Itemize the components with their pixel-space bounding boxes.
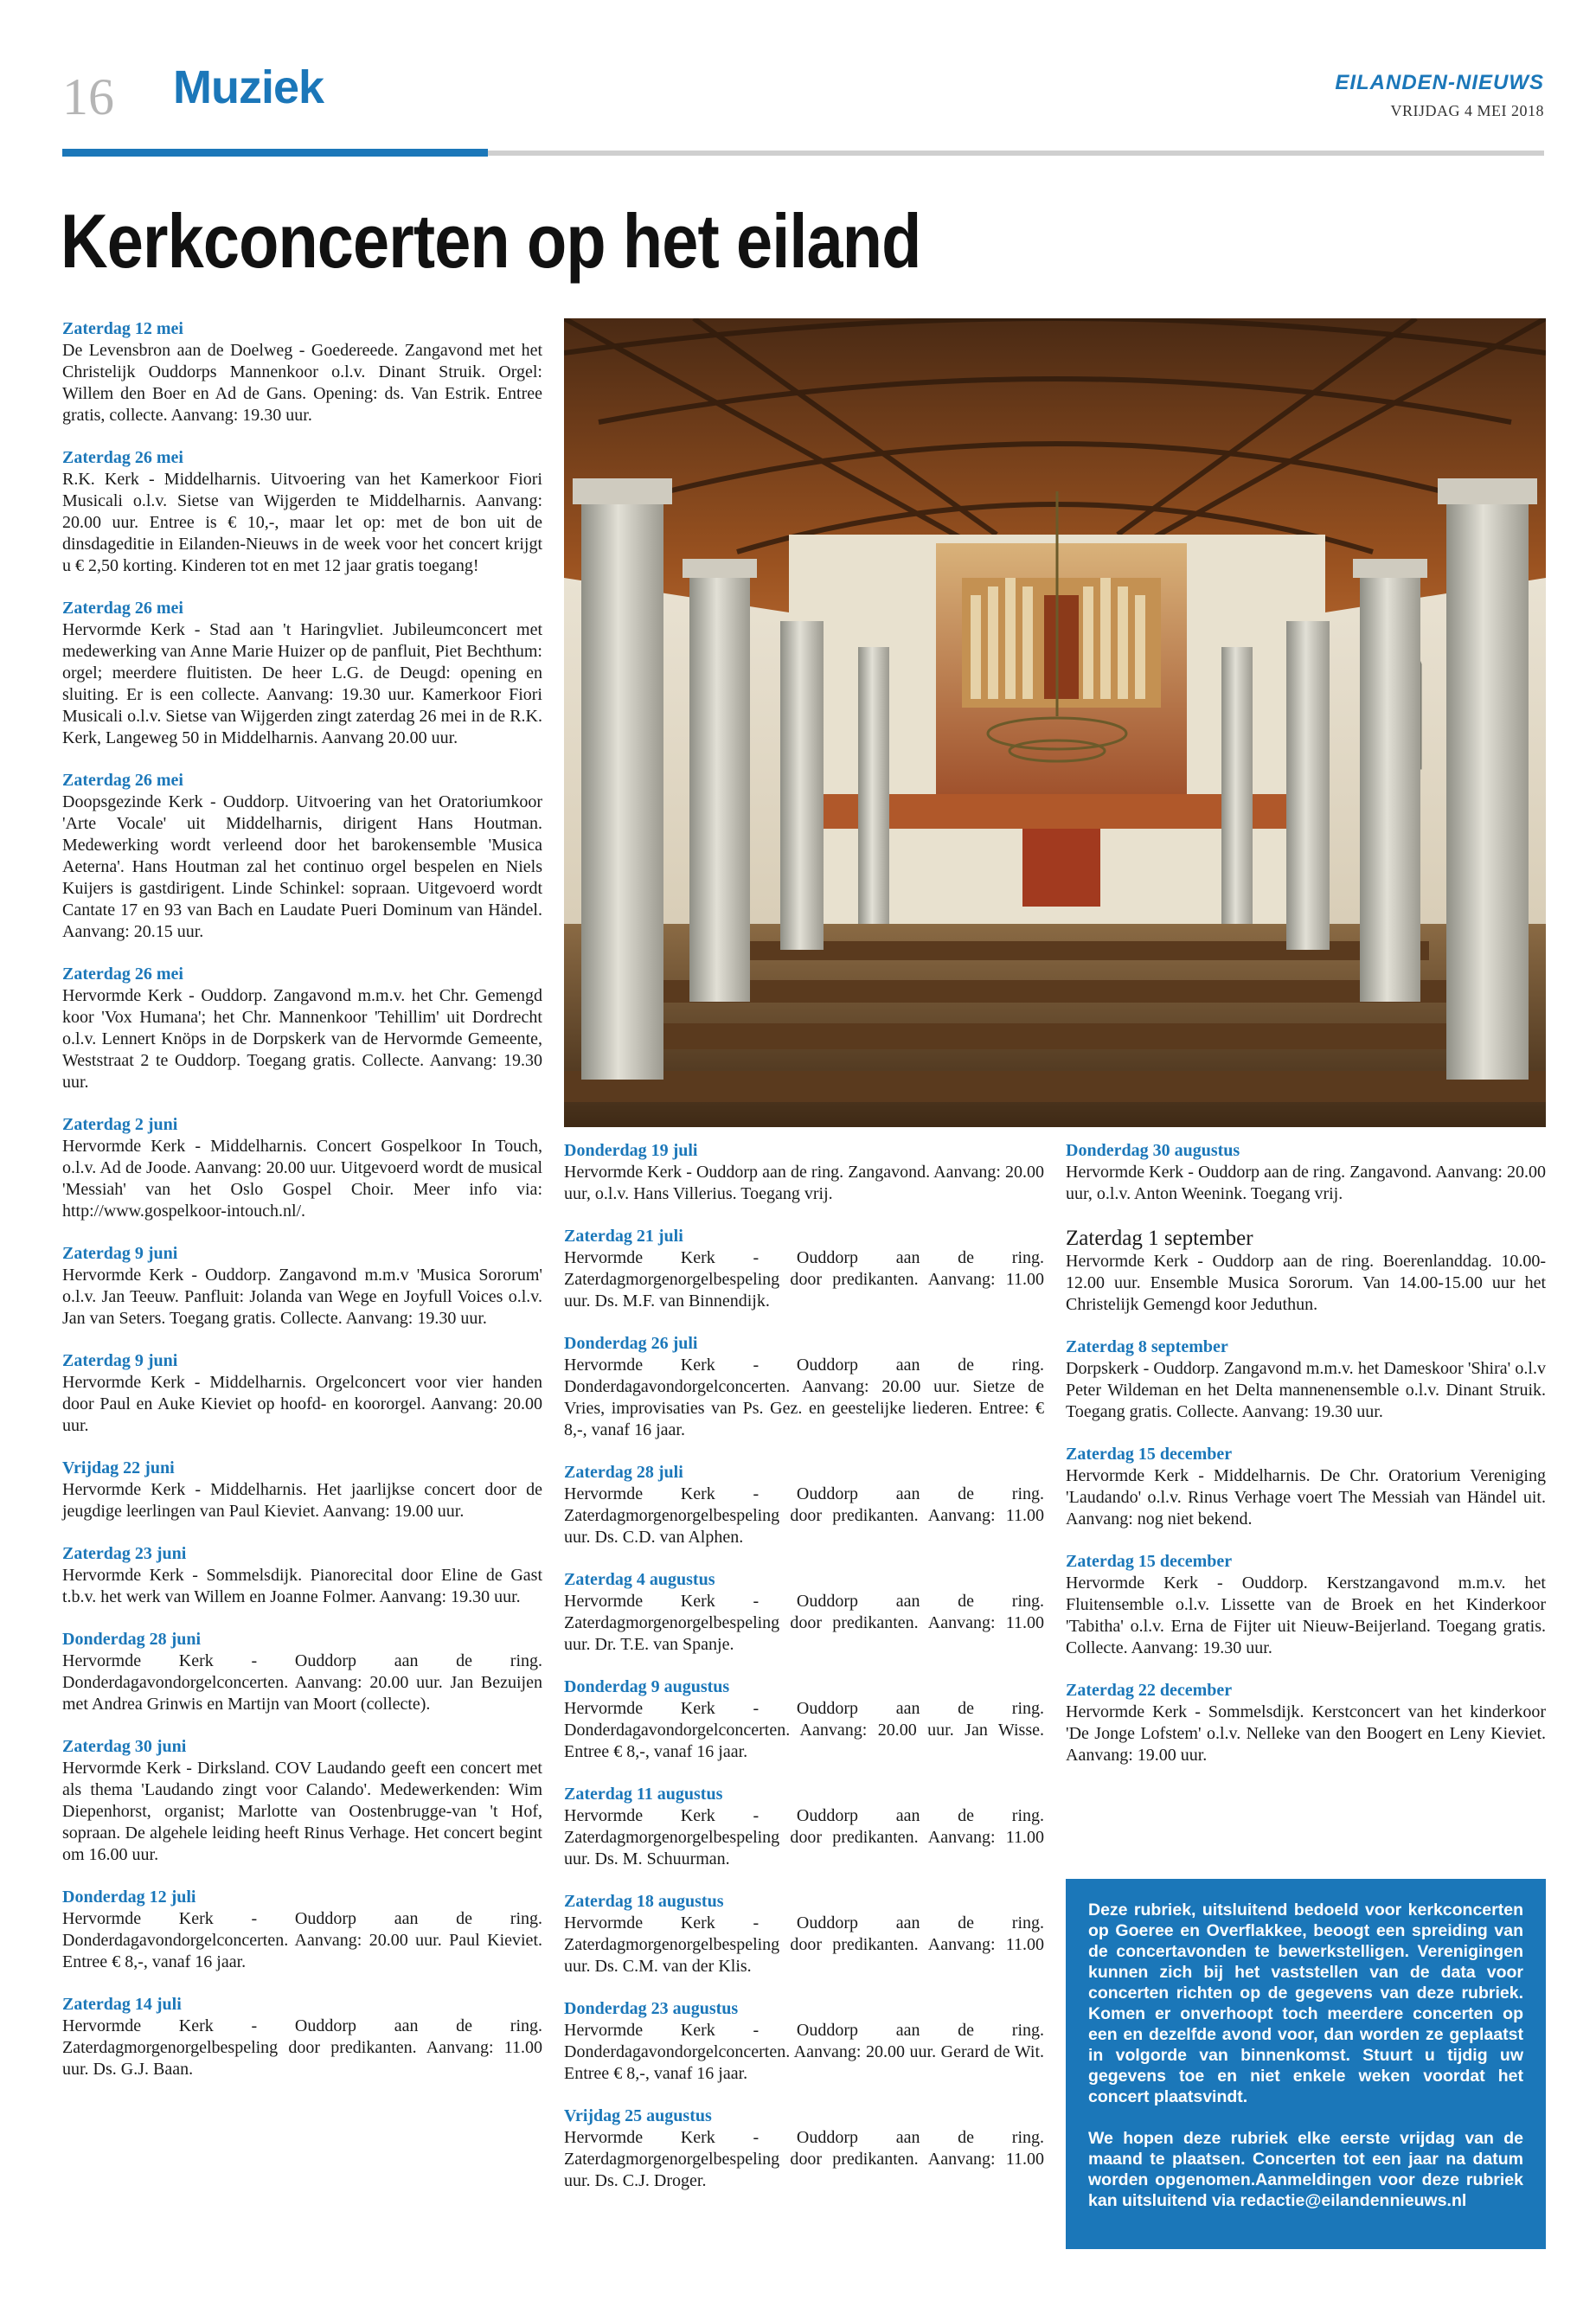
concert-description: Hervormde Kerk - Ouddorp aan de ring. Zaterdagmorgenorgelbespeling door predikanten. Aanvang: 11.00 uur. Ds. M.F. van Binnendijk. [564, 1248, 1044, 1311]
concert-description: Hervormde Kerk - Ouddorp. Zangavond m.m.v. het Chr. Gemengd koor 'Vox Humana'; het Chr. Mannenkoor 'Tehillim' uit Dordrecht o.l.v. Lennert Knöps in de Dorpskerk van de Hervormde Gemeente, Weststraat 2 te Ouddorp. Toegang gratis. Collecte. Aanvang: 19.30 uur. [62, 986, 542, 1092]
concert-date: Zaterdag 23 juni [62, 1544, 187, 1563]
concert-date: Zaterdag 9 juni [62, 1351, 178, 1370]
concert-entry [62, 964, 542, 1093]
concert-date: Donderdag 26 juli [564, 1334, 698, 1353]
concert-description: Hervormde Kerk - Ouddorp aan de ring. Zaterdagmorgenorgelbespeling door predikanten. Aanvang: 11.00 uur. Ds. M. Schuurman. [564, 1806, 1044, 1868]
concert-entry [564, 2106, 1044, 2192]
concert-date: Zaterdag 2 juni [62, 1115, 178, 1134]
concert-description: Hervormde Kerk - Ouddorp aan de ring. Boerenlanddag. 10.00-12.00 uur. Ensemble Musica Sororum. Van 14.00-15.00 uur het Christelijk Gemengd koor Jeduthun. [1066, 1252, 1546, 1314]
concert-description: R.K. Kerk - Middelharnis. Uitvoering van het Kamerkoor Fiori Musicali o.l.v. Sietse van Wijgerden te Middelharnis. Aanvang: 20.00 uur. Entree is € 10,-, maar let op: met de bon uit de dinsdageditie in Eilanden-Nieuws in de week voor het concert krijgt u € 2,50 korting. Kinderen tot en met 12 jaar gratis toegang! [62, 470, 542, 575]
issue-date: VRIJDAG 4 MEI 2018 [1390, 102, 1544, 119]
concert-entry [62, 1114, 542, 1222]
concert-description: Dorpskerk - Ouddorp. Zangavond m.m.v. het Dameskoor 'Shira' o.l.v Peter Wildeman en het Delta mannenensemble o.l.v. Dinant Struik. Toegang gratis. Collecte. Aanvang: 19.30 uur. [1066, 1359, 1546, 1421]
concert-entry [62, 1887, 542, 1973]
concert-entry [1066, 1336, 1546, 1423]
concert-description: Hervormde Kerk - Ouddorp. Zangavond m.m.v 'Musica Sororum' o.l.v. Jan Teeuw. Panfluit: Jolanda van Wege en Joyfull Voices o.l.v. Jan van Seters. Toegang gratis. Collecte. Aanvang: 19.30 uur. [62, 1266, 542, 1328]
concert-description: Hervormde Kerk - Middelharnis. Het jaarlijkse concert door de jeugdige leerlingen van Paul Kieviet. Aanvang: 19.00 uur. [62, 1480, 542, 1521]
concert-entry [564, 1569, 1044, 1656]
concert-date: Zaterdag 9 juni [62, 1244, 178, 1263]
concert-description: Hervormde Kerk - Dirksland. COV Laudando geeft een concert met als thema 'Laudando zingt voor Calando'. Medewerkenden: Wim Diepenhorst, organist; Marlotte van Oostenbrugge-van 't Hof, sopraan. De algehele leiding heeft Rinus Verhage. Het concert begint om 16.00 uur. [62, 1759, 542, 1864]
section-title: Muziek [173, 61, 324, 113]
concert-date: Zaterdag 11 augustus [564, 1785, 723, 1804]
info-paragraph: Deze rubriek, uitsluitend bedoeld voor kerkconcerten op Goeree en Overflakkee, beoogt een spreiding van de concertavonden te bewerkstelligen. Verenigingen kunnen zich bij het vaststellen van de data voor concerten richten op de gegevens van deze rubriek. Komen er onverhoopt toch meerdere concerten op een en dezelfde avond voor, dan worden ze geplaatst in volgorde van binnenkomst. Stuurt u tijdig uw gegevens toe en niet enkele weken voordat het concert plaatsvindt. [1088, 1900, 1523, 2106]
concert-description: Hervormde Kerk - Middelharnis. De Chr. Oratorium Vereniging 'Laudando' o.l.v. Rinus Verhage voert The Messiah van Händel uit. Aanvang: nog niet bekend. [1066, 1466, 1546, 1529]
concert-description: Hervormde Kerk - Ouddorp aan de ring. Zaterdagmorgenorgelbespeling door predikanten. Aanvang: 11.00 uur. Ds. C.D. van Alphen. [564, 1484, 1044, 1547]
concert-description: Hervormde Kerk - Ouddorp aan de ring. Zaterdagmorgenorgelbespeling door predikanten. Aanvang: 11.00 uur. Dr. T.E. van Spanje. [564, 1592, 1044, 1654]
concert-description: Hervormde Kerk - Ouddorp. Kerstzangavond m.m.v. het Fluitensemble o.l.v. Lissette van de Broek en het Kinderkoor 'Tabitha' o.l.v. Erna de Fijter uit Nieuw-Beijerland. Toegang gratis. Collecte. Aanvang: 19.30 uur. [1066, 1574, 1546, 1657]
concert-description: Hervormde Kerk - Ouddorp aan de ring. Zaterdagmorgenorgelbespeling door predikanten. Aanvang: 11.00 uur. Ds. C.J. Droger. [564, 2128, 1044, 2190]
concert-entry [62, 1543, 542, 1608]
concert-entry [564, 1998, 1044, 2085]
concert-date: Zaterdag 15 december [1066, 1552, 1233, 1571]
concert-entry [62, 1736, 542, 1866]
concert-entry [1066, 1226, 1546, 1316]
concert-date: Zaterdag 12 mei [62, 319, 183, 338]
concert-date: Zaterdag 28 juli [564, 1463, 683, 1482]
concert-description: Hervormde Kerk - Stad aan 't Haringvliet. Jubileumconcert met medewerking van Anne Marie Huizer op de panfluit, Piet Bechthum: orgel; meerdere fluitisten. De heer L.G. de Deugd: opening en sluiting. Er is een collecte. Aanvang: 19.30 uur. Kamerkoor Fiori Musicali o.l.v. Sietse van Wijgerden zingt zaterdag 26 mei in de R.K. Kerk, Langeweg 50 in Middelharnis. Aanvang 20.00 uur. [62, 620, 542, 747]
concert-date: Zaterdag 14 juli [62, 1995, 182, 2014]
header-rule [488, 151, 1544, 156]
concert-description: Hervormde Kerk - Ouddorp aan de ring. Donderdagavondorgelconcerten. Aanvang: 20.00 uur. Gerard de Wit. Entree € 8,-, vanaf 16 jaar. [564, 2021, 1044, 2083]
concert-description: Hervormde Kerk - Sommelsdijk. Pianorecital door Eline de Gast t.b.v. het werk van Willem en Joanne Folmer. Aanvang: 19.30 uur. [62, 1566, 542, 1606]
rubric-info-box [1066, 1879, 1546, 2249]
concert-entry [564, 1462, 1044, 1548]
concert-description: Hervormde Kerk - Middelharnis. Concert Gospelkoor In Touch, o.l.v. Ad de Joode. Aanvang: 20.00 uur. Uitgevoerd wordt de musical 'Messiah' van het Oslo Gospel Choir. Meer info via: http://www.gospelkoor-intouch.nl/. [62, 1137, 542, 1221]
concert-entry [1066, 1140, 1546, 1205]
concert-description: Hervormde Kerk - Middelharnis. Orgelconcert voor vier handen door Paul en Auke Kieviet op hoofd- en koororgel. Aanvang: 20.00 uur. [62, 1373, 542, 1435]
concert-date: Zaterdag 26 mei [62, 965, 183, 984]
concert-date: Zaterdag 26 mei [62, 771, 183, 790]
concert-date: Zaterdag 22 december [1066, 1681, 1233, 1700]
concert-entry [564, 1784, 1044, 1870]
concert-date: Zaterdag 18 augustus [564, 1892, 724, 1911]
concert-date: Donderdag 12 juli [62, 1888, 196, 1907]
concert-date: Zaterdag 15 december [1066, 1445, 1233, 1464]
concert-date: Zaterdag 21 juli [564, 1227, 683, 1246]
concert-description: Hervormde Kerk - Ouddorp aan de ring. Zaterdagmorgenorgelbespeling door predikanten. Aanvang: 11.00 uur. Ds. C.M. van der Klis. [564, 1913, 1044, 1976]
concert-description: Hervormde Kerk - Ouddorp aan de ring. Zangavond. Aanvang: 20.00 uur, o.l.v. Anton Weenink. Toegang vrij. [1066, 1163, 1546, 1203]
concert-description: Hervormde Kerk - Ouddorp aan de ring. Donderdagavondorgelconcerten. Aanvang: 20.00 uur. Jan Wisse. Entree € 8,-, vanaf 16 jaar. [564, 1699, 1044, 1761]
concert-entry [62, 1994, 542, 2080]
concert-description: Hervormde Kerk - Ouddorp aan de ring. Zangavond. Aanvang: 20.00 uur, o.l.v. Hans Villerius. Toegang vrij. [564, 1163, 1044, 1203]
concert-entry [62, 1350, 542, 1437]
concert-description: Hervormde Kerk - Ouddorp aan de ring. Donderdagavondorgelconcerten. Aanvang: 20.00 uur. Paul Kieviet. Entree € 8,-, vanaf 16 jaar. [62, 1909, 542, 1971]
concert-entry [564, 1676, 1044, 1763]
concert-entry [564, 1140, 1044, 1205]
newspaper-logo: EILANDEN-NIEUWS [1335, 71, 1544, 94]
concert-date: Donderdag 30 augustus [1066, 1141, 1240, 1160]
concert-entry [1066, 1444, 1546, 1530]
concert-entry [62, 1458, 542, 1522]
concert-entry [62, 1629, 542, 1715]
concert-date: Zaterdag 4 augustus [564, 1570, 715, 1589]
concert-date: Donderdag 23 augustus [564, 1999, 739, 2018]
concert-date: Donderdag 19 juli [564, 1141, 698, 1160]
page-number: 16 [62, 68, 114, 125]
concert-date: Zaterdag 26 mei [62, 448, 183, 467]
concert-description: Hervormde Kerk - Ouddorp aan de ring. Donderdagavondorgelconcerten. Aanvang: 20.00 uur. Sietze de Vries, improvisaties van Ps. Gez. en geestelijke liederen. Entree: € 8,-, vanaf 16 jaar. [564, 1356, 1044, 1439]
concert-date: Zaterdag 8 september [1066, 1337, 1228, 1356]
concert-date: Zaterdag 26 mei [62, 599, 183, 618]
concert-entry [564, 1226, 1044, 1312]
concert-description: Hervormde Kerk - Sommelsdijk. Kerstconcert van het kinderkoor 'De Jonge Lofstem' o.l.v. Nelleke van den Boogert en Leny Kieviet. Aanvang: 19.00 uur. [1066, 1702, 1546, 1765]
concert-entry [1066, 1680, 1546, 1766]
info-paragraph: We hopen deze rubriek elke eerste vrijdag van de maand te plaatsen. Concerten tot een jaar na datum worden opgenomen.Aanmeldingen voor deze rubriek kan uitsluitend via redactie@eilandennieuws.nl [1088, 2129, 1523, 2210]
concert-column-3 [1066, 1140, 1546, 1787]
concert-date: Zaterdag 30 juni [62, 1737, 187, 1756]
concert-description: Doopsgezinde Kerk - Ouddorp. Uitvoering van het Oratoriumkoor 'Arte Vocale' uit Middelharnis, dirigent Hans Houtman. Medewerking wordt verleend door het barokensemble 'Musica Aeterna'. Hans Houtman zal het continuo orgel bespelen en Niels Kuijers is gastdirigent. Linde Schinkel: sopraan. Uitgevoerd wordt Cantate 17 en 93 van Bach en Laudate Pueri Dominum van Händel. Aanvang: 20.15 uur. [62, 792, 542, 941]
header-rule-accent [62, 149, 488, 157]
concert-entry [62, 318, 542, 426]
concert-entry [62, 1243, 542, 1330]
concert-date: Donderdag 28 juni [62, 1630, 202, 1649]
concert-date: Zaterdag 1 september [1066, 1227, 1253, 1250]
concert-entry [564, 1333, 1044, 1441]
concert-description: Hervormde Kerk - Ouddorp aan de ring. Zaterdagmorgenorgelbespeling door predikanten. Aanvang: 11.00 uur. Ds. G.J. Baan. [62, 2016, 542, 2079]
concert-date: Donderdag 9 augustus [564, 1677, 730, 1696]
concert-entry [1066, 1551, 1546, 1659]
concert-entry [564, 1891, 1044, 1977]
concert-entry [62, 598, 542, 749]
church-interior-photo [564, 318, 1546, 1127]
concert-date: Vrijdag 22 juni [62, 1458, 175, 1477]
article-headline: Kerkconcerten op het eiland [61, 198, 921, 284]
concert-column-1 [62, 318, 542, 2101]
concert-entry [62, 447, 542, 577]
concert-column-2 [564, 1140, 1044, 2213]
concert-date: Vrijdag 25 augustus [564, 2106, 712, 2125]
concert-entry [62, 770, 542, 943]
concert-description: Hervormde Kerk - Ouddorp aan de ring. Donderdagavondorgelconcerten. Aanvang: 20.00 uur. Jan Bezuijen met Andrea Grinwis en Martijn van Moort (collecte). [62, 1651, 542, 1714]
concert-description: De Levensbron aan de Doelweg - Goedereede. Zangavond met het Christelijk Ouddorps Mannenkoor o.l.v. Dinant Struik. Orgel: Willem den Boer en Ad de Gans. Opening: ds. Van Estrik. Entree gratis, collecte. Aanvang: 19.30 uur. [62, 341, 542, 425]
